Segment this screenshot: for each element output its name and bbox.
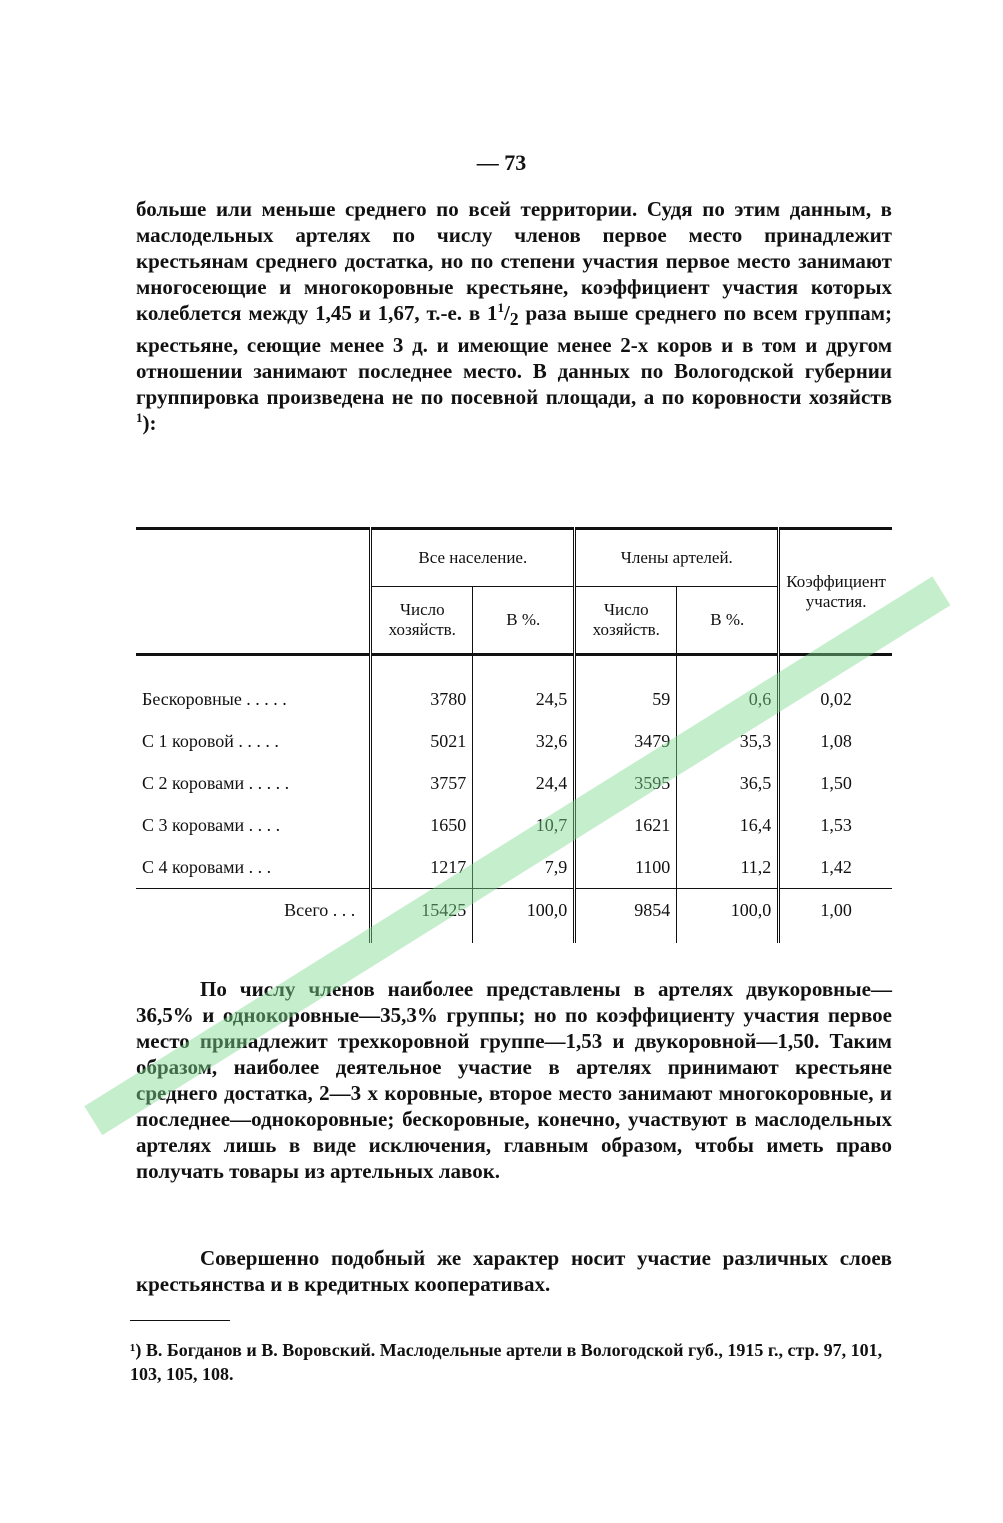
row-label: Бескоровные . . . . . [142, 688, 287, 709]
cell-coef: 0,02 [779, 655, 892, 721]
subheader-mem-households: Число хозяйств. [575, 587, 677, 655]
total-mem-pct: 100,0 [677, 889, 779, 944]
cell-coef: 1,50 [779, 762, 892, 804]
cell-pop-pct: 32,6 [473, 720, 575, 762]
paragraph-2: По числу членов наиболее представлены в артелях двукоровные—36,5% и однокоровные—35,3% группы; но по коэффициенту участия первое место принадлежит трехкоровной группе—1,53 и двукоровной—1,50. Таким образом, наиболее деятельное участие в артелях принимают крестьяне среднего достатка, 2—3 х коровные, второе место занимают многокоровные, и последнее—однокоровные; бескоровные, конечно, участвуют в маслодельных артелях лишь в виде исключения, главным образом, чтобы иметь право получать товары из артельных лавок. [136, 977, 892, 1183]
total-coef: 1,00 [779, 889, 892, 944]
page-number: — 73 [476, 150, 527, 175]
fraction-denominator: 2 [509, 309, 519, 330]
row-label: С 4 коровами . . . [142, 856, 272, 877]
table-row [136, 762, 892, 804]
cell-pop-num: 5021 [371, 720, 473, 762]
subheader-pop-percent: В %. [473, 587, 575, 655]
cell-pop-num: 3757 [371, 762, 473, 804]
paragraph-3: Совершенно подобный же характер носит участие различных слоев крестьянства и в кредитных кооперативах. [136, 1246, 892, 1296]
paragraph-1 [136, 196, 892, 436]
table-row [136, 655, 892, 721]
paragraph-1-text: больше или меньше среднего по всей территории. Судя по этим данным, в маслодельных артелях по числу членов первое место принадлежит крестьянам среднего достатка, но по степени участия первое место занимают многосеющие и многокоровные крестьяне, коэффициент участия которых колеблется между 1,45 и 1,67, т.-е. в 1 [136, 197, 892, 325]
cows-table [136, 527, 892, 943]
cell-mem-pct: 35,3 [677, 720, 779, 762]
header-coefficient: Коэффициент участия. [779, 529, 892, 655]
row-label: С 3 коровами . . . . [142, 814, 281, 835]
cell-mem-num: 59 [575, 655, 677, 721]
table-total-row [136, 889, 892, 944]
total-pop-pct: 100,0 [473, 889, 575, 944]
cell-coef: 1,08 [779, 720, 892, 762]
cell-pop-pct: 7,9 [473, 846, 575, 889]
cell-pop-pct: 10,7 [473, 804, 575, 846]
fraction-slash: / [504, 301, 510, 325]
cell-pop-pct: 24,5 [473, 655, 575, 721]
footnote: ¹) В. Богданов и В. Воровский. Маслодельные артели в Вологодской губ., 1915 г., стр. 97, 101, 103, 105, 108. [130, 1340, 883, 1384]
cell-coef: 1,42 [779, 846, 892, 889]
table-row [136, 720, 892, 762]
cell-mem-num: 1100 [575, 846, 677, 889]
cell-mem-num: 3595 [575, 762, 677, 804]
cell-mem-pct: 36,5 [677, 762, 779, 804]
footnote-reference: 1 [136, 410, 143, 426]
cell-pop-num: 1217 [371, 846, 473, 889]
total-mem-num: 9854 [575, 889, 677, 944]
subheader-pop-households: Число хозяйств. [371, 587, 473, 655]
header-artel-members: Члены артелей. [575, 529, 779, 587]
cell-mem-num: 3479 [575, 720, 677, 762]
cell-pop-num: 1650 [371, 804, 473, 846]
cell-coef: 1,53 [779, 804, 892, 846]
total-label: Всего . . . [284, 899, 356, 920]
subheader-mem-percent: В %. [677, 587, 779, 655]
stub-header [136, 529, 371, 655]
fraction-numerator: 1 [497, 300, 505, 315]
total-pop-num: 15425 [371, 889, 473, 944]
cell-mem-pct: 11,2 [677, 846, 779, 889]
cell-mem-pct: 16,4 [677, 804, 779, 846]
row-label: С 1 коровой . . . . . [142, 730, 279, 751]
table-row [136, 846, 892, 889]
row-label: С 2 коровами . . . . . [142, 772, 290, 793]
cell-pop-pct: 24,4 [473, 762, 575, 804]
header-all-population: Все население. [371, 529, 575, 587]
footnote-divider [130, 1320, 230, 1321]
paragraph-1-tail: раза выше среднего по всем группам; крестьяне, сеющие менее 3 д. и имеющие менее 2-х коров и в том и другом отношении занимают последнее место. В данных по Вологодской губернии группировка произведена не по посевной площади, а по коровности хозяйств [136, 301, 892, 410]
paragraph-1-end: ): [142, 411, 157, 436]
table-row [136, 804, 892, 846]
cell-mem-num: 1621 [575, 804, 677, 846]
cell-mem-pct: 0,6 [677, 655, 779, 721]
cell-pop-num: 3780 [371, 655, 473, 721]
